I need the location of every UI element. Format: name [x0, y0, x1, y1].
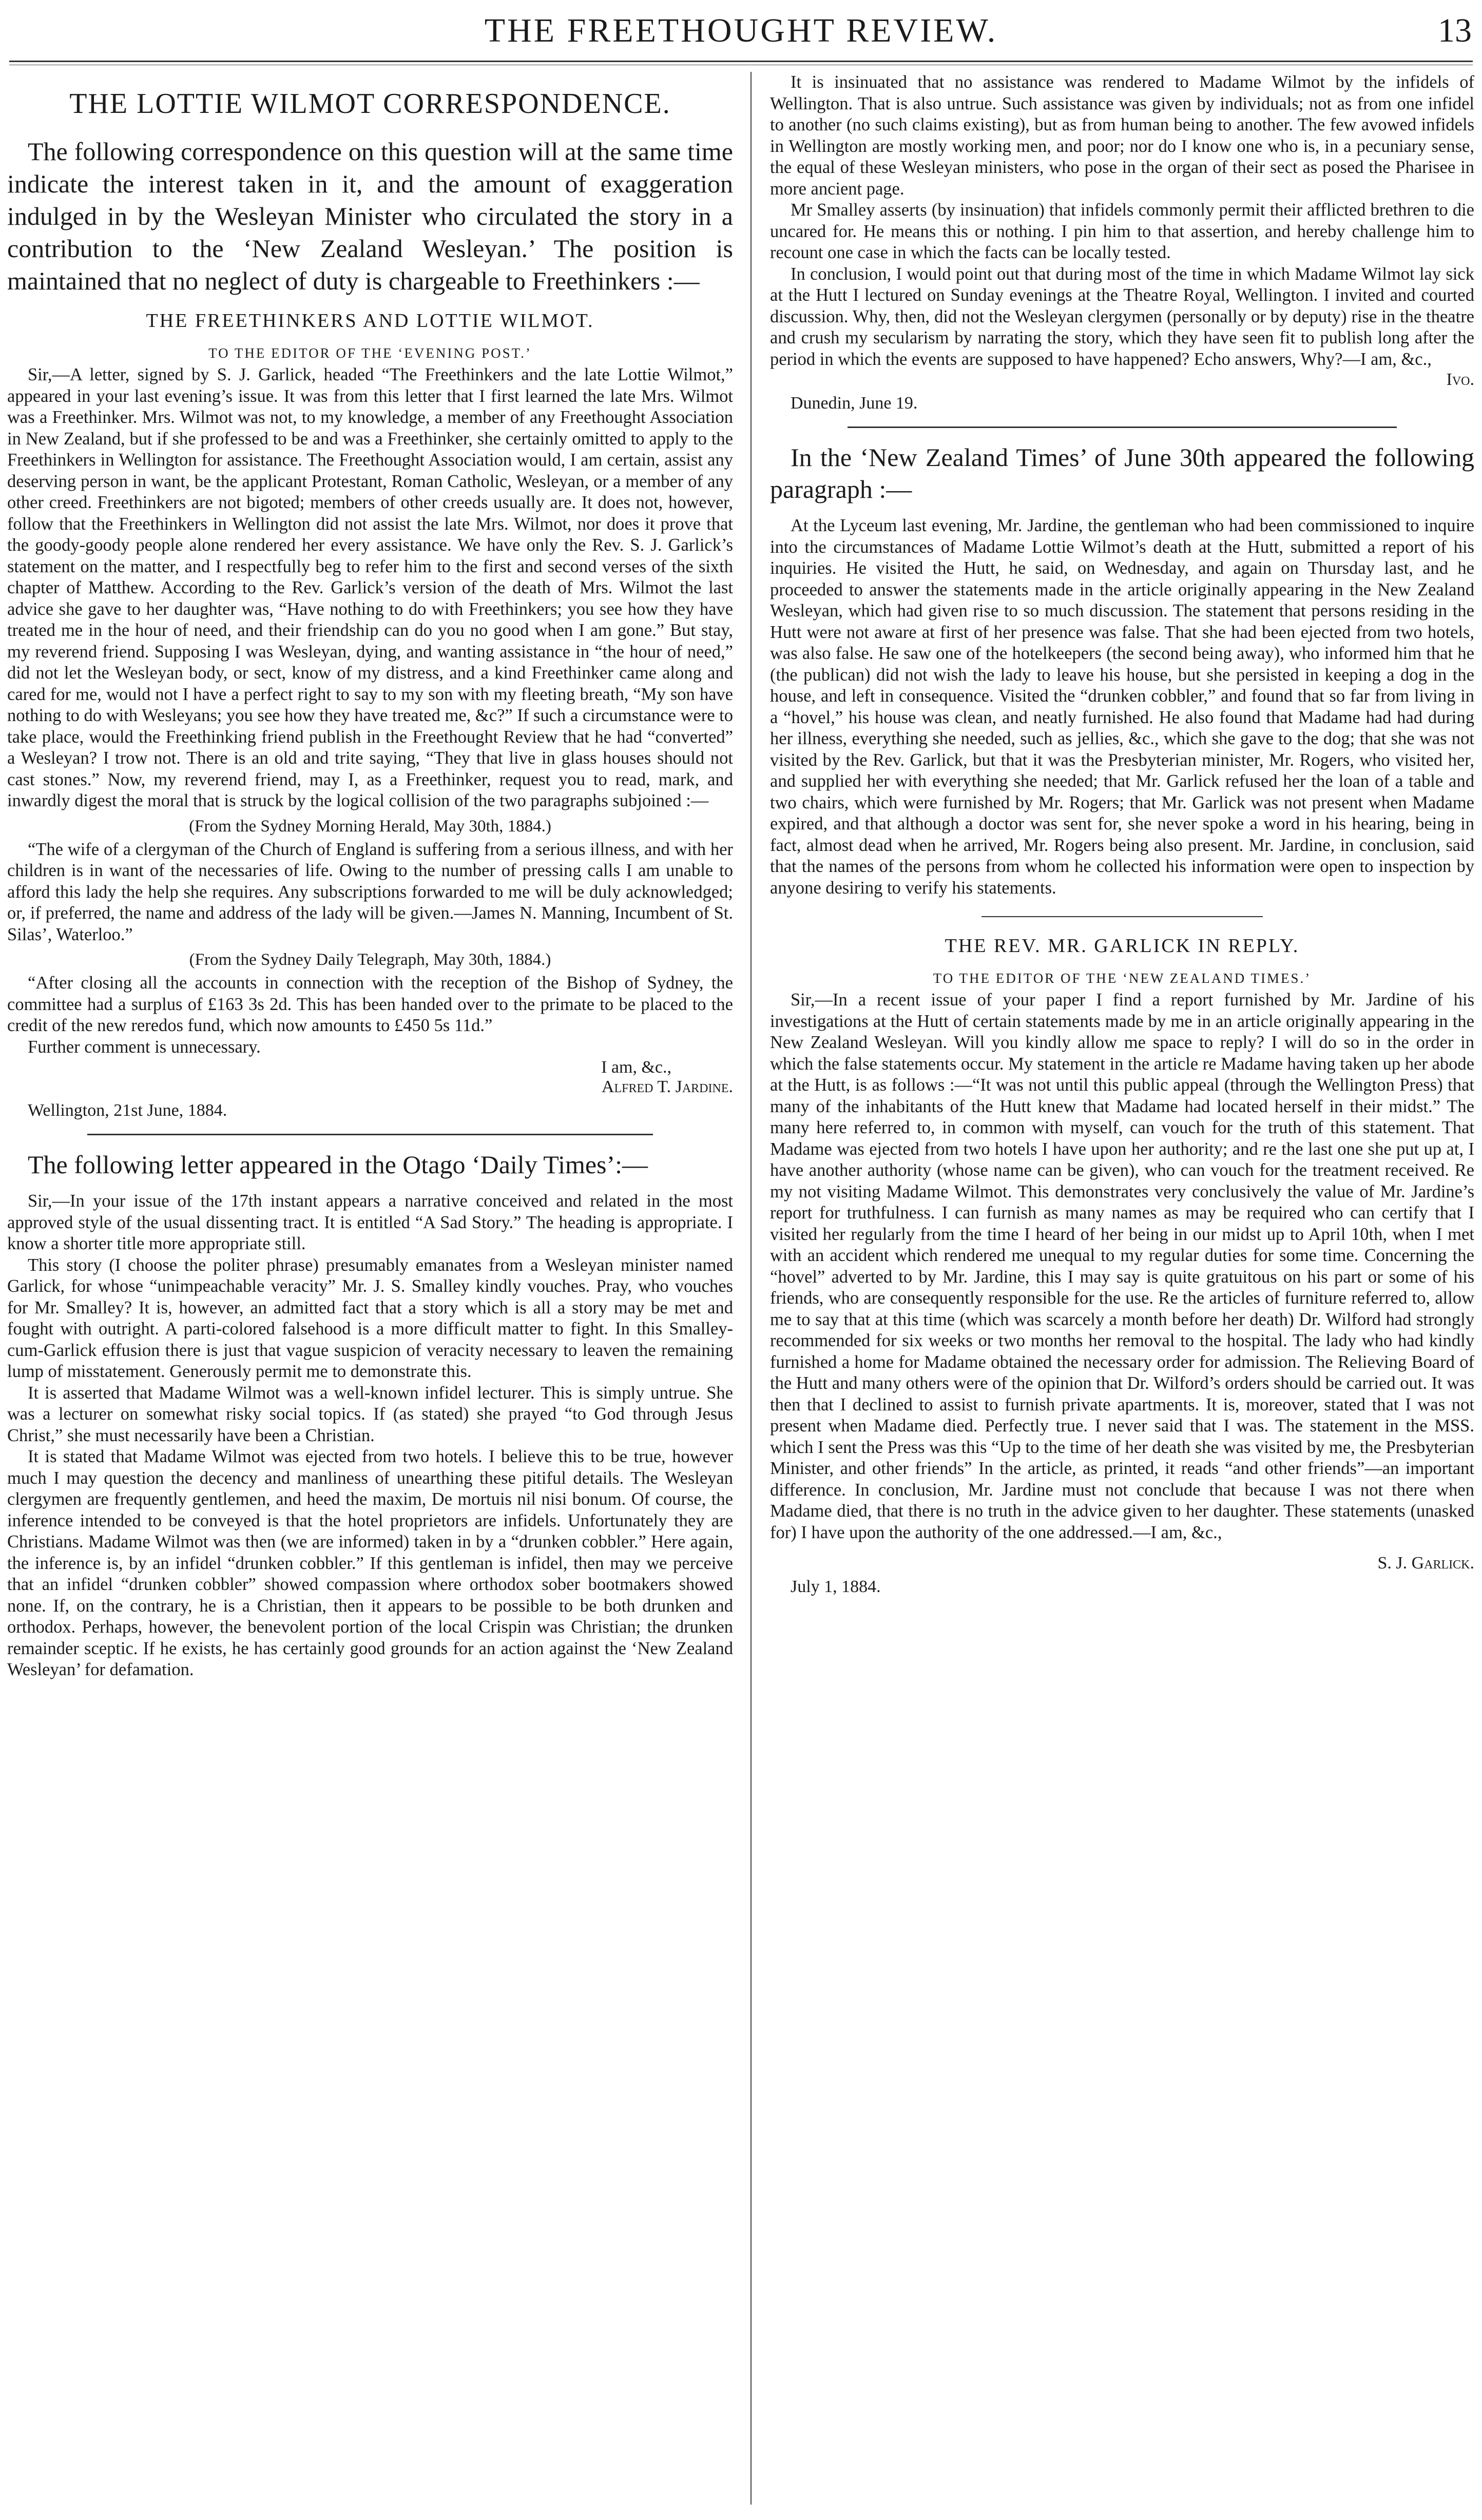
letter-paragraph: Sir,—In your issue of the 17th instant appears a narrative conceived and related in the most approved style of the usual dissenting tract. It is entitled “A Sad Story.” The heading is appropriate. I know a shorter title more appropriate still.	[7, 1191, 733, 1253]
signature: Ivo.	[1446, 370, 1474, 389]
intro-paragraph: The following correspondence on this question will at the same time indicate the interest taken in it, and the amount of exaggeration indulged in by the Wesleyan Minister who circulated the story in a contribution to the ‘New Zealand Wesleyan.’ The position is maintained that no neglect of duty is chargeable to Freethinkers :—	[7, 137, 733, 295]
reply-heading: THE REV. MR. GARLICK IN REPLY.	[945, 935, 1300, 957]
header-rule	[9, 61, 1473, 62]
left-column	[7, 72, 733, 2510]
quoted-paragraph: “The wife of a clergyman of the Church of England is suffering from a serious illness, and with her children is in want of the necessaries of life. Owing to the number of pressing calls I am unable to afford this lady the help she requires. Any subscriptions forwarded to me will be duly acknowledged; or, if preferred, the name and address of the lady will be given.—James N. Manning, Incumbent of St. Silas’, Waterloo.”	[7, 839, 733, 944]
section-rule	[981, 916, 1263, 917]
running-title: THE FREETHOUGHT REVIEW.	[484, 12, 998, 49]
to-editor-line: TO THE EDITOR OF THE ‘EVENING POST.’	[208, 345, 532, 361]
dateline: Wellington, 21st June, 1884.	[28, 1101, 227, 1120]
masthead	[0, 0, 1482, 67]
right-column	[770, 72, 1474, 2510]
article-heading: THE LOTTIE WILMOT CORRESPONDENCE.	[69, 88, 671, 120]
quote-source: (From the Sydney Morning Herald, May 30th, 1884.)	[189, 817, 551, 836]
report-paragraph: At the Lyceum last evening, Mr. Jardine, the gentleman who had been commissioned to inquire into the circumstances of Madame Lottie Wilmot’s death at the Hutt, submitted a report of his inquiries. He visited the Hutt, he said, on Wednesday, and again on Thursday last, and he proceeded to answer the statements made in the article originally appearing in the New Zealand Wesleyan, which had given rise to so much discussion. The statement that persons residing in the Hutt were not aware at first of her presence was false. That she had been ejected from two hotels, was also false. He saw one of the hotelkeepers (the second being away), who informed him that he (the publican) did not wish the lady to leave his house, but she persisted in keeping a dog in the house, and left in consequence. Visited the “drunken cobbler,” and found that so far from living in a “hovel,” his house was clean, and neatly furnished. He also found that Madame had had during her illness, everything she needed, such as jellies, &c., which she gave to the dog; that she was not visited by the Rev. Garlick, but that it was the Presbyterian minister, Mr. Rogers, who visited her, and supplied her with everything she needed; that Mr. Garlick refused her the loan of a table and two chairs, which were furnished by Mr. Rogers; that Mr. Garlick was not present when Madame expired, and that although a doctor was sent for, she never spoke a word in his hearing, being in fact, almost dead when he arrived, Mr. Rogers being also present. Mr. Jardine, in conclusion, said that the names of the persons from whom he collected his information were open to inspection by anyone desiring to verify his statements.	[770, 516, 1474, 898]
to-editor-line: TO THE EDITOR OF THE ‘NEW ZEALAND TIMES.’	[933, 971, 1312, 986]
sign-off: I am, &c.,	[601, 1058, 671, 1077]
letter-paragraph: In conclusion, I would point out that during most of the time in which Madame Wilmot lay sick at the Hutt I lectured on Sunday evenings at the Theatre Royal, Wellington. I invited and courted discussion. Why, then, did not the Wesleyan clergymen (personally or by deputy) rise in the theatre and crush my secularism by narrating the story, which they have seen fit to publish long after the period in which the events are supposed to have happened? Echo answers, Why?—I am, &c.,	[770, 264, 1474, 369]
section-heading: The following letter appeared in the Otago ‘Daily Times’:—	[28, 1150, 648, 1179]
section-rule	[87, 1134, 653, 1135]
section-rule	[848, 427, 1397, 428]
dateline: July 1, 1884.	[791, 1577, 881, 1596]
page-number: 13	[1438, 12, 1472, 49]
letter-paragraph: Further comment is unnecessary.	[28, 1037, 261, 1057]
letter-paragraph: Sir,—In a recent issue of your paper I find a report furnished by Mr. Jardine of his investigations at the Hutt of certain statements made by me in an article originally appearing in the New Zealand Wesleyan. Will you kindly allow me space to reply? I will do so in the order in which the false statements occur. My statement in the article re Madame having taken up her abode at the Hutt, is as follows :—“It was not until this public appeal (through the Wellington Press) that many of the inhabitants of the Hutt knew that Madame had located herself in their midst.” The many here referred to, in common with myself, can vouch for the truth of this statement. That Madame was ejected from two hotels I have upon her authority; and re the last one she put up at, I have another authority (whose name can be given), who can vouch for the treatment received. Re my not visiting Madame Wilmot. This demonstrates very conclusively the value of Mr. Jardine’s report for truthfulness. I can furnish as many names as may be required who can certify that I visited her regularly from the time I heard of her being in our midst up to April 10th, when I met with an accident which rendered me unequal to my regular duties for some time. Concerning the “hovel” adverted to by Mr. Jardine, this I may say is quite gratuitous on his part or some of his friends, who are consequently responsible for the use. Re the articles of furniture referred to, allow me to say that at this time (which was scarcely a month before her death) Dr. Wilford had strongly recommended for six weeks or two months her removal to the hospital. The lady who had kindly furnished a home for Madame obtained the necessary order for admission. The Relieving Board of the Hutt and many others were of the opinion that Dr. Wilford’s orders should be carried out. It was then that I declined to assist to furnish private apartments. It is, moreover, stated that I was not present when Madame died. Perfectly true. I never said that I was. The statement in the MSS. which I sent the Press was this “Up to the time of her death she was visited by me, the Presbyterian Minister, and other friends” In the article, as printed, it reads “and other friends”—an important difference. In conclusion, Mr. Jardine must not conclude that because I was not there when Madame died, that there is no truth in the advice given to her daughter. These statements (unasked for) I have upon the authority of the one addressed.—I am, &c.,	[770, 990, 1474, 1542]
section-heading: In the ‘New Zealand Times’ of June 30th appeared the following paragraph :—	[770, 443, 1474, 503]
dateline: Dunedin, June 19.	[791, 394, 918, 413]
section-subheading: THE FREETHINKERS AND LOTTIE WILMOT.	[146, 310, 594, 332]
letter-paragraph: Mr Smalley asserts (by insinuation) that infidels commonly permit their afflicted brethren to die uncared for. He means this or nothing. I pin him to that assertion, and hereby challenge him to recount one case in which the facts can be locally tested.	[770, 200, 1474, 262]
quoted-paragraph: “After closing all the accounts in connection with the reception of the Bishop of Sydney, the committee had a surplus of £163 3s 2d. This has been handed over to the primate to be placed to the credit of the new reredos fund, which now amounts to £450 5s 11d.”	[7, 973, 733, 1035]
letter-paragraph: Sir,—A letter, signed by S. J. Garlick, headed “The Freethinkers and the late Lottie Wilmot,” appeared in your last evening’s issue. It was from this letter that I first learned the late Mrs. Wilmot was a Freethinker. Mrs. Wilmot was not, to my knowledge, a member of any Freethought Association in New Zealand, but if she professed to be and was a Freethinker, she certainly omitted to apply to the Freethinkers in Wellington for assistance. The Freethought Association would, I am certain, assist any deserving person in want, be the applicant Protestant, Roman Catholic, Wesleyan, or a member of any other creed. Freethinkers are not bigoted; members of other creeds usually are. It does not, however, follow that the Freethinkers in Wellington did not assist the late Mrs. Wilmot, nor does it prove that the goody-goody people alone rendered her every assistance. We have only the Rev. S. J. Garlick’s statement on the matter, and I respectfully beg to refer him to the first and second verses of the sixth chapter of Matthew. According to the Rev. Garlick’s version of the death of Mrs. Wilmot the last advice she gave to her daughter was, “Have nothing to do with Freethinkers; you see how they have treated me in the hour of need, and their friendship can do you no good when I am gone.” But stay, my reverend friend. Supposing I was Wesleyan, dying, and wanting assistance in “the hour of need,” did not let the Wesleyan body, or sect, know of my distress, and a kind Freethinker came along and cared for me, would not I have a perfect right to say to my son with my fleeting breath, “My son have nothing to do with Wesleyans; you see how they have treated me, &c?” If such a circumstance were to take place, would the Freethinking friend publish in the Freethought Review that he had “converted” a Wesleyan? I trow not. There is an old and trite saying, “They that live in glass houses should not cast stones.” Now, my reverend friend, may I, as a Freethinker, request you to read, mark, and inwardly digest the moral that is struck by the logical collision of the two paragraphs subjoined :—	[7, 365, 733, 810]
letter-paragraph: It is stated that Madame Wilmot was ejected from two hotels. I believe this to be true, however much I may question the decency and manliness of unearthing these pitiful details. The Wesleyan clergymen are frequently gentlemen, and heed the maxim, De mortuis nil nisi bonum. Of course, the inference intended to be conveyed is that the hotel proprietors are infidels. Unfortunately they are Christians. Madame Wilmot was then (we are informed) taken in by a “drunken cobbler.” Here again, the inference is, by an infidel “drunken cobbler.” If this gentleman is infidel, then may we perceive that an infidel “drunken cobbler” showed compassion where orthodox sober bootmakers showed none. If, on the contrary, he is a Christian, then it appears to be possible to be both drunken and orthodox. Perhaps, however, the benevolent portion of the local Crispin was Christian; the drunken remainder sceptic. If he exists, he has certainly good grounds for an action against the ‘New Zealand Wesleyan’ for defamation.	[7, 1447, 733, 1679]
column-divider	[750, 72, 752, 2505]
letter-paragraph: It is insinuated that no assistance was rendered to Madame Wilmot by the infidels of Wellington. That is also untrue. Such assistance was given by individuals; not as from one infidel to another (no such claims existing), but as from human being to another. The few avowed infidels in Wellington are mostly working men, and poor; nor do I know one who is, in a pecuniary sense, the equal of these Wesleyan ministers, who pose in the organ of their sect as posed the Pharisee in more ancient page.	[770, 72, 1474, 199]
signature: Alfred T. Jardine.	[601, 1077, 733, 1096]
letter-paragraph: It is asserted that Madame Wilmot was a well-known infidel lecturer. This is simply untrue. She was a lecturer on somewhat risky social topics. If (as stated) she prayed “to God through Jesus Christ,” she must necessarily have been a Christian.	[7, 1383, 733, 1445]
signature: S. J. Garlick.	[1377, 1554, 1474, 1573]
letter-paragraph: This story (I choose the politer phrase) presumably emanates from a Wesleyan minister named Garlick, for whose “unimpeachable veracity” Mr. J. S. Smalley kindly vouches. Pray, who vouches for Mr. Smalley? It is, however, an admitted fact that a story which is all a story may be met and fought with outright. A parti-colored falsehood is a more difficult matter to fight. In this Smalley-cum-Garlick effusion there is just that vague suspicion of veracity necessary to leaven the remaining lump of misstatement. Generously permit me to demonstrate this.	[7, 1255, 733, 1381]
quote-source: (From the Sydney Daily Telegraph, May 30th, 1884.)	[189, 951, 551, 969]
